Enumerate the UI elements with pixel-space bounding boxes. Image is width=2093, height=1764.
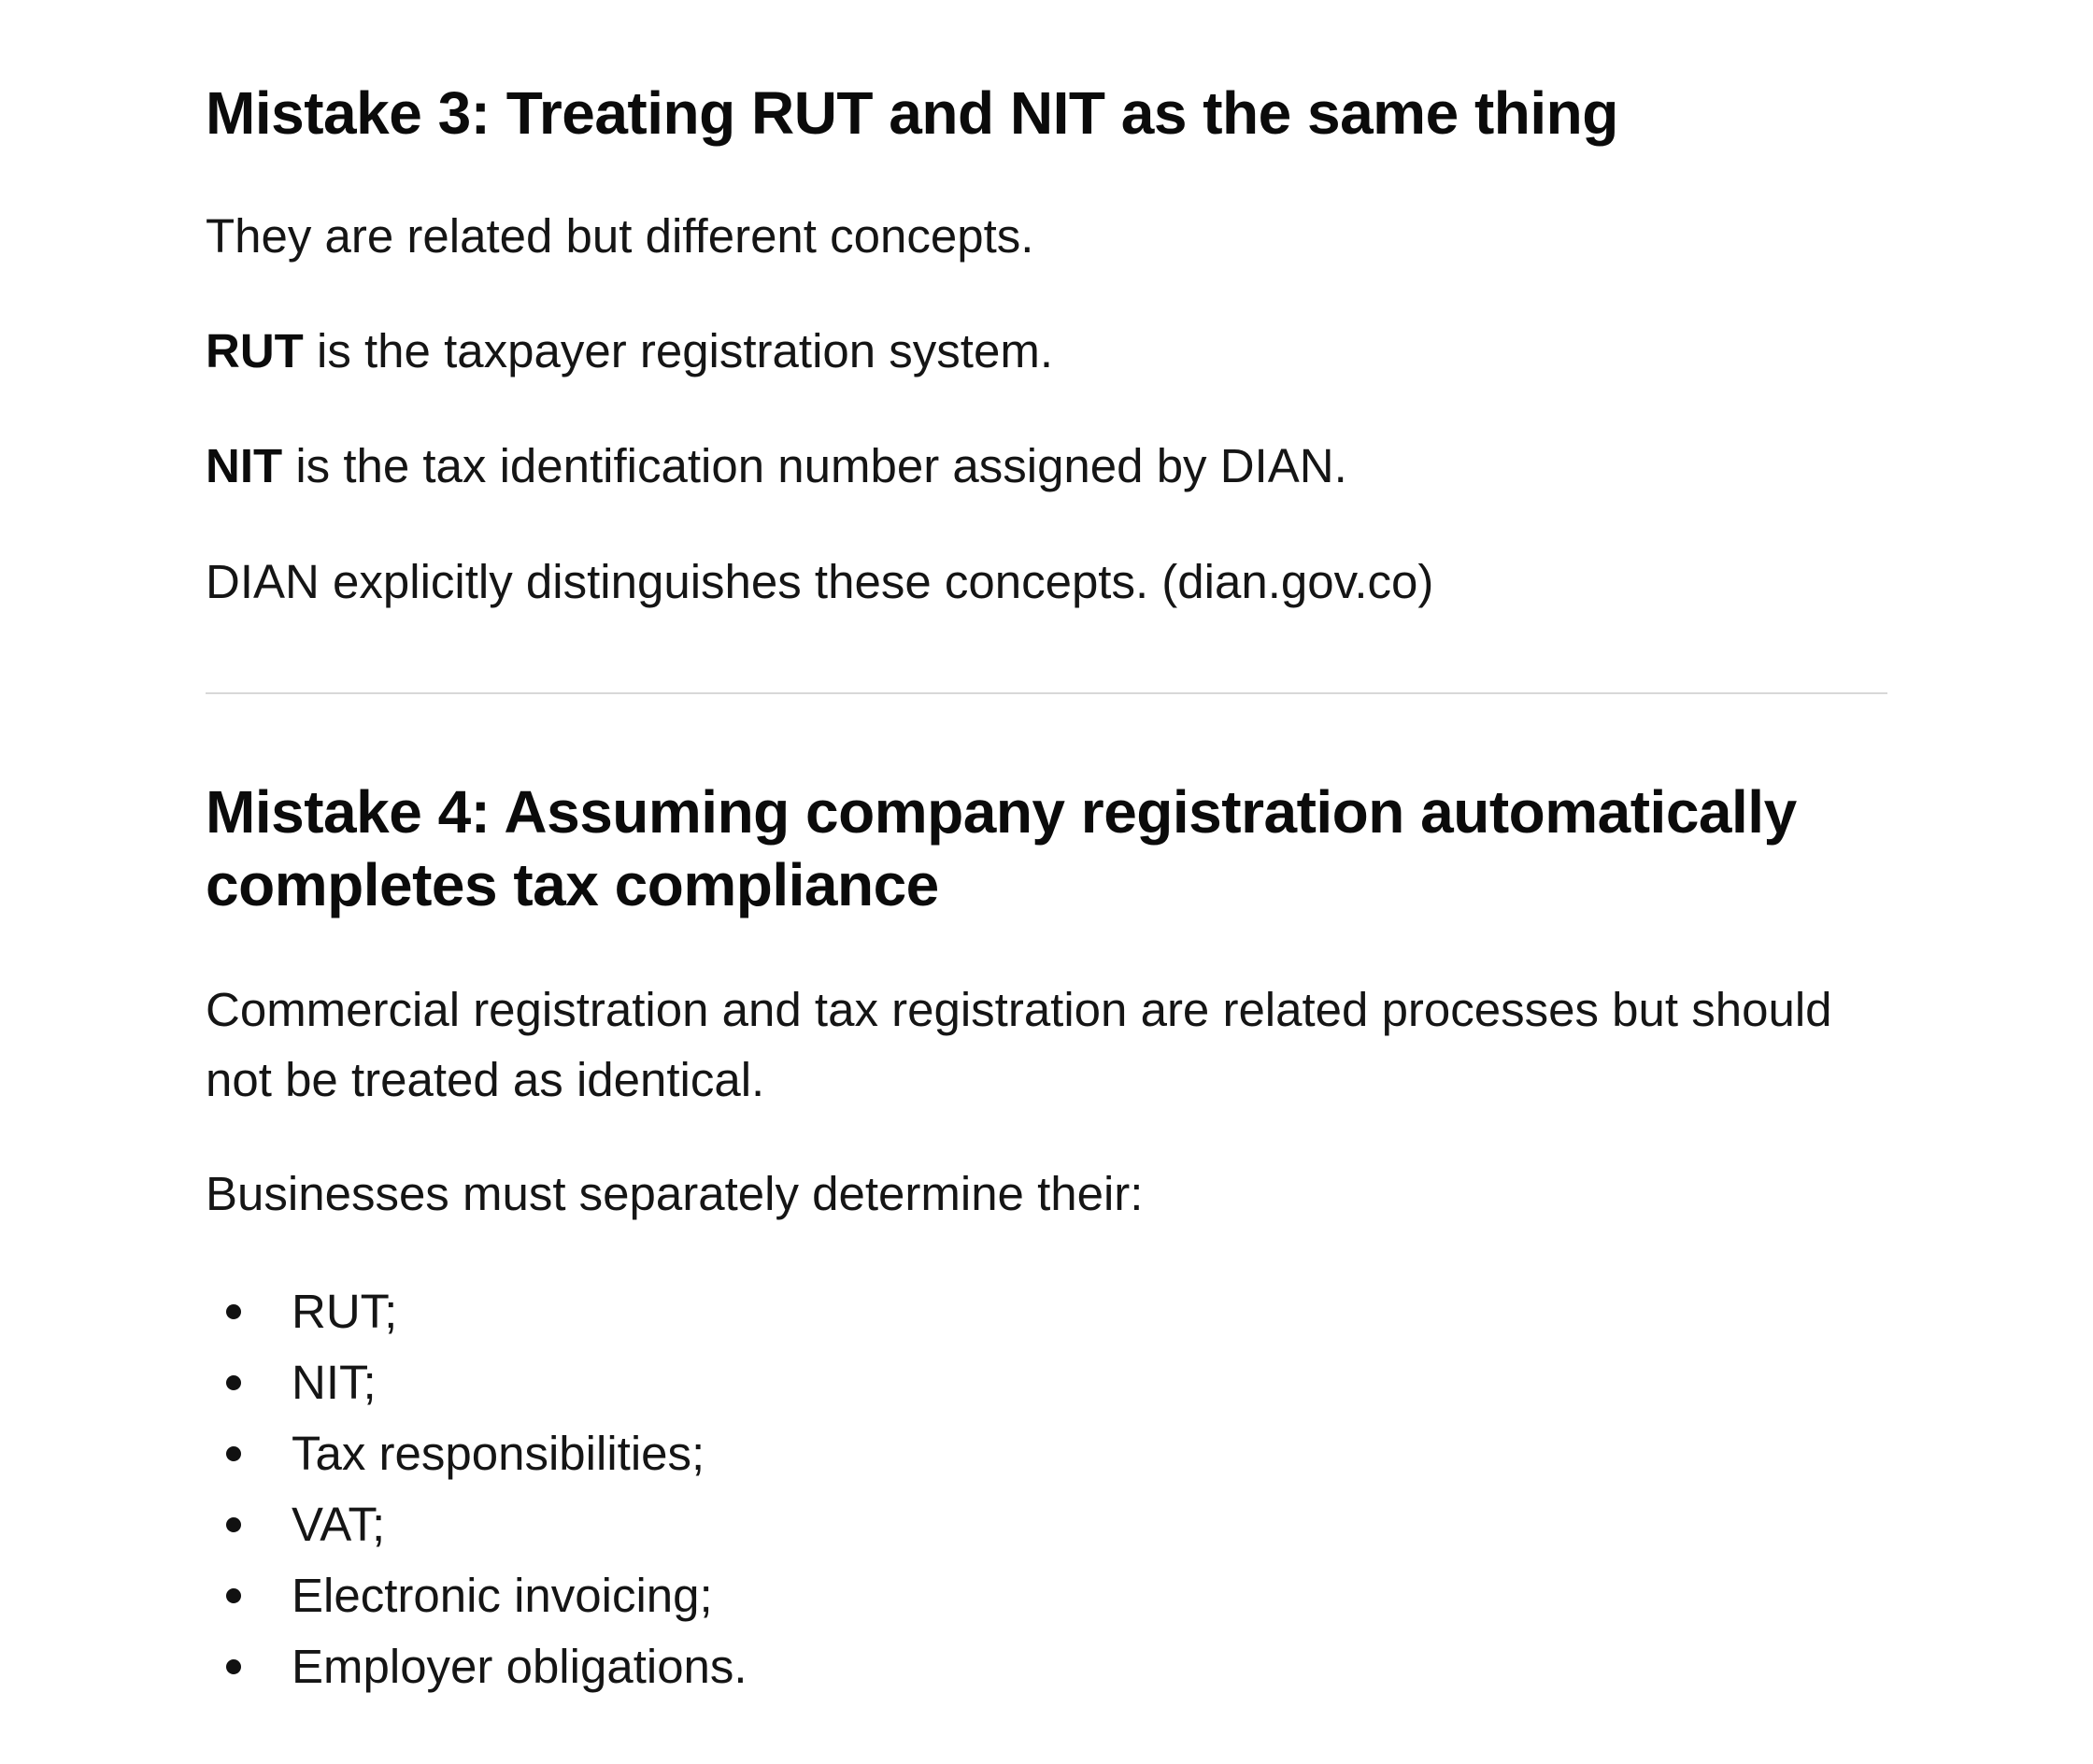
list-item-text: VAT; — [292, 1498, 386, 1551]
list-item-text: Employer obligations. — [292, 1640, 748, 1693]
section-3-heading: Mistake 3: Treating RUT and NIT as the same thing — [206, 79, 1618, 147]
bullet-icon — [226, 1375, 241, 1390]
list-item-text: RUT; — [292, 1285, 398, 1338]
section-divider — [206, 692, 1887, 694]
dian-source-statement: DIAN explicitly distinguishes these concepts. (dian.gov.co) — [206, 555, 1434, 608]
list-item-text: Tax responsibilities; — [292, 1427, 705, 1480]
bullet-icon — [226, 1659, 241, 1674]
rut-term: RUT — [206, 324, 304, 377]
section-4-paragraph: Commercial registration and tax registration are related processes but should not be treated as identical. — [206, 983, 1832, 1106]
rut-definition — [206, 316, 1053, 386]
list-intro: Businesses must separately determine their: — [206, 1167, 1144, 1220]
nit-definition — [206, 431, 1347, 501]
bullet-icon — [226, 1304, 241, 1319]
list-item-text: Electronic invoicing; — [292, 1569, 713, 1622]
nit-term: NIT — [206, 439, 283, 492]
section-3-intro: They are related but different concepts. — [206, 209, 1034, 263]
list-item-text: NIT; — [292, 1356, 377, 1409]
bullet-icon — [226, 1588, 241, 1603]
bullet-icon — [226, 1517, 241, 1532]
rut-description: is the taxpayer registration system. — [303, 324, 1053, 377]
bullet-icon — [226, 1446, 241, 1461]
nit-description: is the tax identification number assigned by DIAN. — [282, 439, 1347, 492]
section-4-heading: Mistake 4: Assuming company registration automatically completes tax compliance — [206, 778, 1797, 918]
